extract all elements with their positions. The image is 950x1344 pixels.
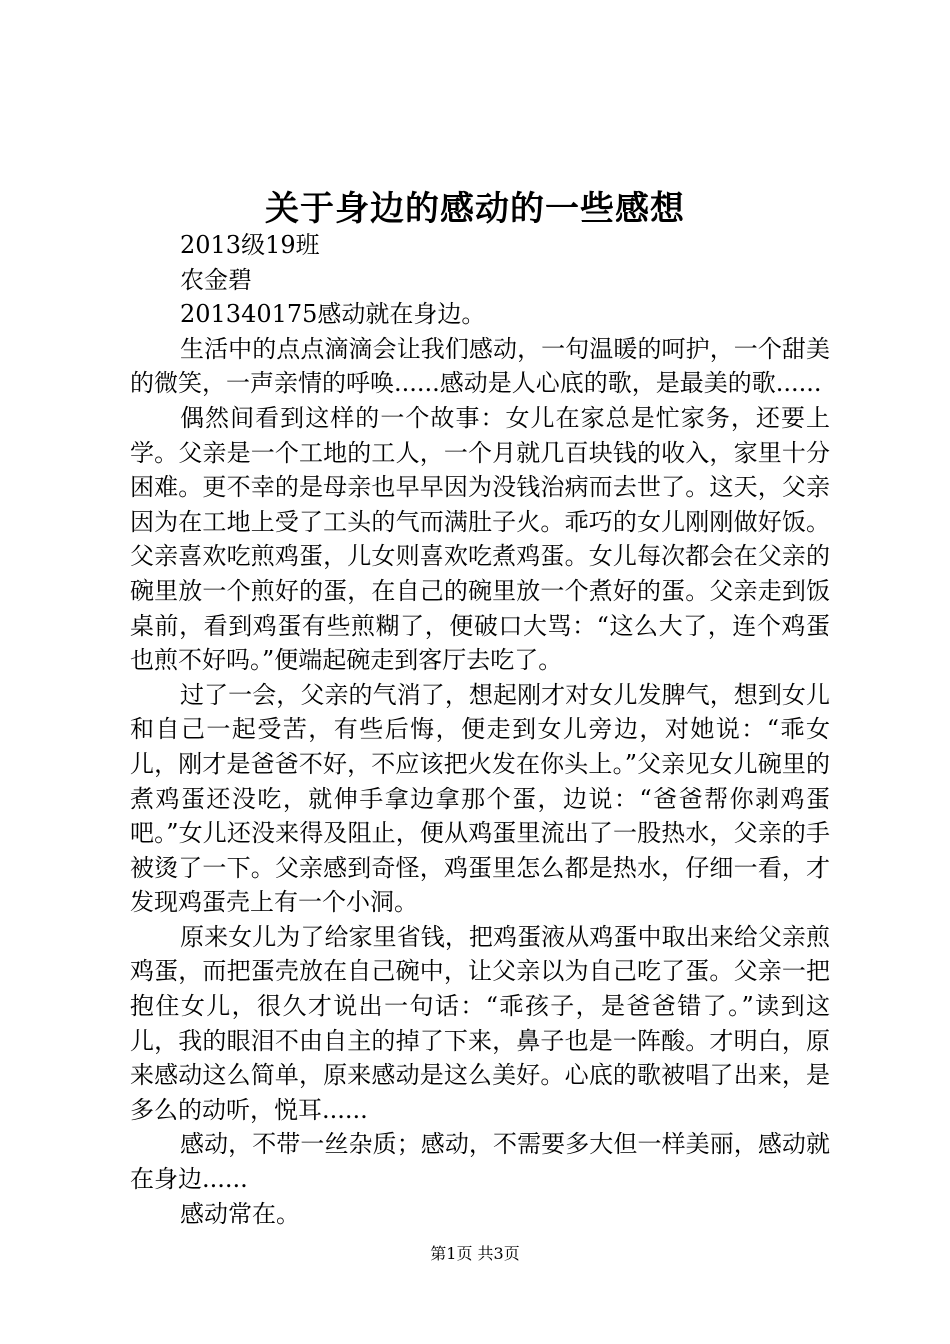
- paragraph: 原来女儿为了给家里省钱，把鸡蛋液从鸡蛋中取出来给父亲煎鸡蛋，而把蛋壳放在自己碗中，让父亲以为自己吃了蛋。父亲一把抱住女儿，很久才说出一句话：“乖孩子，是爸爸错了。”读到这儿，我的眼泪不由自主的掉了下来，鼻子也是一阵酸。才明白，原来感动这么简单，原来感动是这么美好。心底的歌被唱了出来，是多么的动听，悦耳......: [130, 922, 830, 1124]
- page-title: 关于身边的感动的一些感想: [265, 189, 685, 229]
- class-line: 2013级19班: [180, 231, 320, 259]
- paragraph: 生活中的点点滴滴会让我们感动，一句温暖的呵护，一个甜美的微笑，一声亲情的呼唤......感动是人心底的歌，是最美的歌......: [130, 334, 830, 398]
- paragraph: 偶然间看到这样的一个故事：女儿在家总是忙家务，还要上学。父亲是一个工地的工人，一个月就几百块钱的收入，家里十分困难。更不幸的是母亲也早早因为没钱治病而去世了。这天，父亲因为在工地上受了工头的气而满肚子火。乖巧的女儿刚刚做好饭。父亲喜欢吃煎鸡蛋，儿女则喜欢吃煮鸡蛋。女儿每次都会在父亲的碗里放一个煎好的蛋，在自己的碗里放一个煮好的蛋。父亲走到饭桌前，看到鸡蛋有些煎糊了，便破口大骂：“这么大了，连个鸡蛋也煎不好吗。”便端起碗走到客厅去吃了。: [130, 403, 830, 675]
- student-id-line: 201340175感动就在身边。: [180, 300, 486, 329]
- document-body: [130, 228, 830, 1231]
- paragraph: 感动常在。: [180, 1199, 300, 1228]
- paragraph: 感动，不带一丝杂质；感动，不需要多大但一样美丽，感动就在身边......: [130, 1130, 830, 1194]
- page-footer: 第1页 共3页: [430, 1244, 520, 1263]
- author-line: 农金碧: [180, 265, 252, 294]
- paragraph: 过了一会，父亲的气消了，想起刚才对女儿发脾气，想到女儿和自己一起受苦，有些后悔，便走到女儿旁边，对她说：“乖女儿，刚才是爸爸不好，不应该把火发在你头上。”父亲见女儿碗里的煮鸡蛋还没吃，就伸手拿边拿那个蛋，边说：“爸爸帮你剥鸡蛋吧。”女儿还没来得及阻止，便从鸡蛋里流出了一股热水，父亲的手被烫了一下。父亲感到奇怪，鸡蛋里怎么都是热水，仔细一看，才发现鸡蛋壳上有一个小洞。: [130, 680, 830, 917]
